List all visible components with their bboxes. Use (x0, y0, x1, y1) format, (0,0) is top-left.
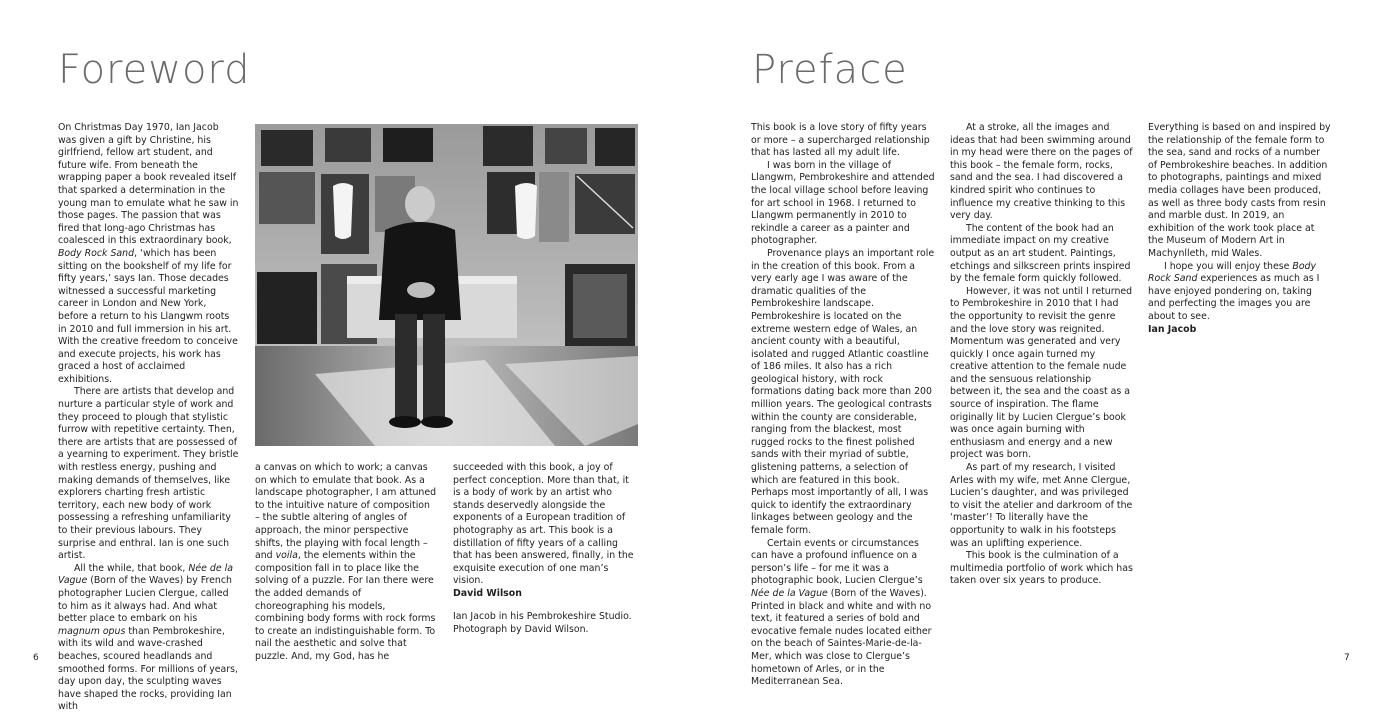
text-run: a canvas on which to work; a canvas on which to emulate that book. As a landscape photographer, I am attuned to the intuitive nature of composition – the subtle altering of angles of approach, the minor perspective shifts, the playing with focal length – and (255, 462, 437, 562)
preface-column-2 (950, 122, 1133, 588)
text-run: I was born in the village of Llangwm, Pembrokeshire and attended the local village school before leaving for art school in 1968. I returned to Llangwm permanently in 2010 to rekindle a career as a painter and photographer. (751, 159, 935, 247)
foreword-title: Foreword (58, 47, 251, 93)
paragraph (58, 122, 239, 386)
text-run: Everything is based on and inspired by the relationship of the female form to the sea, sand and rocks of a number of Pembrokeshire beaches. In addition to photographs, paintings and mixed media collages have been produced, as well as three body casts from resin and marble dust. In 2019, an exhibition of the work took place at the Museum of Modern Art in Machynlleth, mid Wales. (1148, 122, 1331, 259)
signature (1148, 324, 1332, 337)
paragraph (751, 248, 935, 538)
paragraph (751, 122, 935, 160)
paragraph (1148, 261, 1332, 324)
italic-title: Née de la Vague (58, 562, 233, 587)
paragraph (950, 462, 1133, 550)
paragraph (950, 223, 1133, 286)
paragraph (950, 122, 1133, 223)
italic-title: magnum opus (58, 625, 126, 637)
preface-column-1 (751, 122, 935, 689)
text-run: However, it was not until I returned to Pembrokeshire in 2010 that I had the opportunity to revisit the genre and the love story was reignited. Momentum was generated and very quickly I once again turned my creative attention to the female nude and the sensuous relationship between it, the sea and the coast as a source of inspiration. The flame originally lit by Lucien Clergue’s book was once again burning with enthusiasm and energy and a new project was born. (950, 285, 1133, 461)
text-run: (Born of the Waves). Printed in black and white and with no text, it featured a series of bold and evocative female nudes located either on the beach of Saintes-Marie-de-la-Mer, which was close to Clergue’s hometown of Arles, or in the Mediterranean Sea. (751, 587, 932, 688)
text-run: than Pembrokeshire, with its wild and wave-crashed beaches, scoured headlands and smoothed forms. For millions of years, day upon day, the sculpting waves have shaped the rocks, providing Ian with (58, 625, 239, 713)
paragraph (1148, 122, 1332, 261)
text-run: All the while, that book, (74, 562, 189, 574)
text-run: At a stroke, all the images and ideas that had been swimming around in my head were there on the pages of this book – the female form, rocks, sand and the sea. I had discovered a kindred spirit who continues to influence my creative thinking to this very day. (950, 122, 1133, 222)
photo-caption (453, 611, 643, 636)
text-run: On Christmas Day 1970, Ian Jacob was given a gift by Christine, his girlfriend, fellow art student, and future wife. From beneath the wrapping paper a book revealed itself that sparked a determination in the young man to emulate what he saw in those pages. The passion that was fired that long-ago Christmas has coalesced in this extraordinary book, (58, 122, 239, 247)
foreword-column-3 (453, 462, 635, 601)
paragraph (58, 386, 239, 562)
paragraph (950, 550, 1133, 588)
right-page (694, 0, 1389, 694)
page-number-left: 6 (33, 653, 39, 663)
text-run: I hope you will enjoy these (1164, 260, 1293, 272)
paragraph (453, 462, 635, 588)
paragraph (751, 538, 935, 689)
foreword-column-2 (255, 462, 437, 664)
page-number-right: 7 (1344, 653, 1350, 663)
paragraph (58, 563, 239, 714)
text-run: David Wilson (453, 587, 522, 599)
caption-line-1: Ian Jacob in his Pembrokeshire Studio. (453, 611, 632, 622)
caption-line-2: Photograph by David Wilson. (453, 623, 589, 635)
text-run: The content of the book had an immediate impact on my creative output as an art student. Paintings, etchings and silkscreen prints inspired by the female form quickly followed. (950, 222, 1131, 285)
text-run: succeeded with this book, a joy of perfect conception. More than that, it is a body of work by an artist who stands deservedly alongside the exponents of a European tradition of photography as art. This book is a distillation of fifty years of a calling that has been answered, finally, in the exquisite execution of one man’s vision. (453, 462, 634, 587)
italic-title: voila (275, 550, 298, 562)
left-page (0, 0, 694, 713)
text-run: As part of my research, I visited Arles with my wife, met Anne Clergue, Lucien’s daughter, and was privileged to visit the atelier and darkroom of the ‘master’! To literally have the opportunity to walk in his footsteps was an uplifting experience. (950, 462, 1133, 549)
text-run: experiences as much as I have enjoyed pondering on, taking and perfecting the images you are about to see. (1148, 273, 1320, 322)
signature (453, 588, 635, 601)
foreword-column-1 (58, 122, 239, 714)
text-run: , the elements within the composition fall in to place like the solving of a puzzle. For Ian there were the added demands of choreographing his models, combining body forms with rock forms to create an indistinguishable form. To nail the aesthetic and solve that puzzle. And, my God, has he (255, 550, 436, 662)
text-run: There are artists that develop and nurture a particular style of work and they proceed to plough that stylistic furrow with repetitive certainty. Then, there are artists that are possessed of a yearning to experiment. They bristle with restless energy, pushing and making demands of themselves, like explorers charting fresh artistic territory, each new body of work possessing a refreshing unfamiliarity to their previous labours. They surprise and enthral. Ian is one such artist. (58, 386, 239, 562)
text-run: , ‘which has been sitting on the bookshelf of my life for fifty years,’ says Ian. Those decades witnessed a successful marketing career in London and New York, before a return to his Llangwm roots in 2010 and full immersion in his art. With the creative freedom to conceive and execute projects, his work has graced a host of acclaimed exhibitions. (58, 247, 238, 385)
text-run: This book is the culmination of a multimedia portfolio of work which has taken over six years to produce. (950, 550, 1133, 587)
preface-column-3 (1148, 122, 1332, 336)
preface-title: Preface (752, 47, 908, 93)
text-run: Provenance plays an important role in the creation of this book. From a very early age I was aware of the dramatic qualities of the Pembrokeshire landscape. Pembrokeshire is located on the extreme western edge of Wales, an ancient county with a beautiful, isolated and rugged Atlantic coastline of 186 miles. It also has a rich geological history, with rock formations dating back more than 200 million years. The geological contrasts within the county are considerable, ranging from the blackest, most rugged rocks to the finest polished sands with their myriad of subtle, glistening patterns, a selection of which are featured in this book. Perhaps most importantly of all, I was quick to identify the extraordinary linkages between geology and the female form. (751, 247, 935, 536)
text-run: This book is a love story of fifty years or more – a supercharged relationship that has lasted all my adult life. (751, 122, 930, 159)
italic-title: Née de la Vague (751, 587, 828, 599)
text-run: Ian Jacob (1148, 323, 1197, 335)
text-run: (Born of the Waves) by French photographer Lucien Clergue, called to him as it always had. And what better place to embark on his (58, 575, 232, 625)
paragraph (255, 462, 437, 664)
text-run: Certain events or circumstances can have a profound influence on a person’s life – for me it was a photographic book, Lucien Clergue’s (751, 537, 923, 587)
paragraph (950, 286, 1133, 462)
italic-title: Body Rock Sand (1148, 260, 1317, 285)
italic-title: Body Rock Sand (58, 247, 135, 259)
studio-photograph (255, 124, 638, 446)
paragraph (751, 160, 935, 248)
